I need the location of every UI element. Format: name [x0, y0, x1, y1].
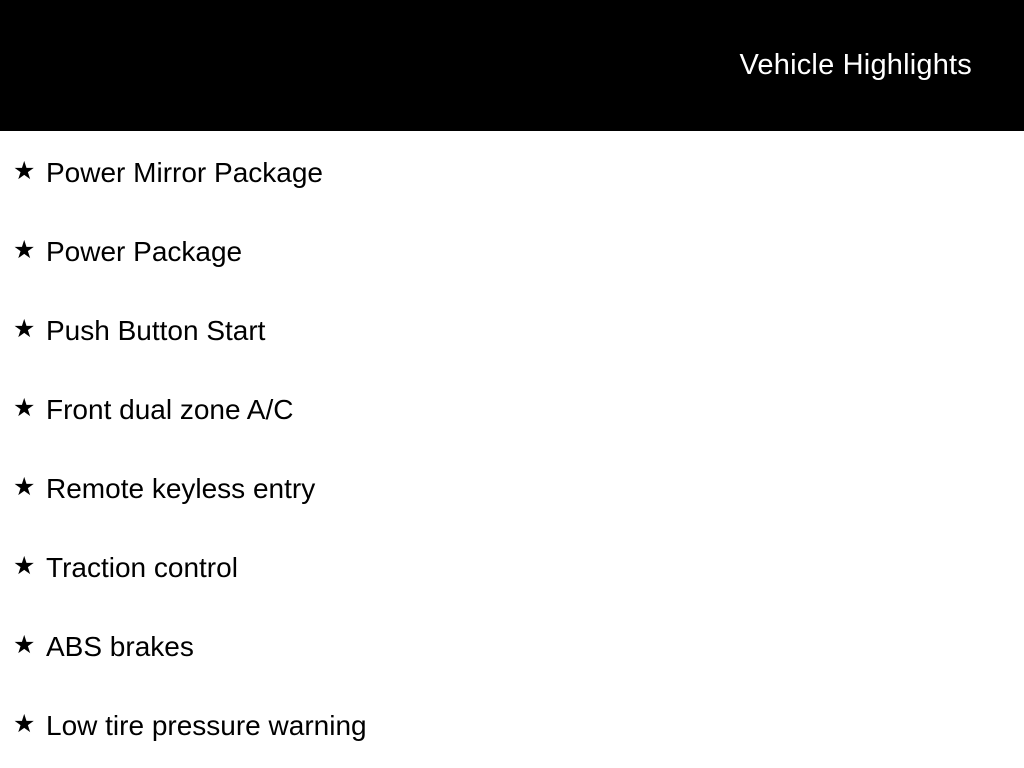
highlight-label: Power Mirror Package — [46, 156, 323, 188]
star-icon: ★ — [13, 710, 36, 738]
star-icon: ★ — [13, 473, 36, 501]
highlight-label: Traction control — [46, 551, 238, 583]
list-item — [13, 607, 1024, 686]
highlight-label: Push Button Start — [46, 314, 266, 346]
list-item — [13, 528, 1024, 607]
list-item — [13, 291, 1024, 370]
header-bar — [0, 0, 1024, 131]
page-title: Vehicle Highlights — [739, 49, 972, 81]
list-item — [13, 133, 1024, 212]
highlight-label: Power Package — [46, 235, 243, 267]
star-icon: ★ — [13, 315, 36, 343]
highlights-list — [0, 131, 1024, 765]
highlight-label: Remote keyless entry — [46, 472, 316, 504]
star-icon: ★ — [13, 552, 36, 580]
highlight-label: Front dual zone A/C — [46, 393, 294, 425]
highlight-label: ABS brakes — [46, 630, 194, 662]
highlight-label: Low tire pressure warning — [46, 709, 367, 741]
star-icon: ★ — [13, 631, 36, 659]
star-icon: ★ — [13, 157, 36, 185]
list-item — [13, 686, 1024, 765]
list-item — [13, 449, 1024, 528]
list-item — [13, 212, 1024, 291]
list-item — [13, 370, 1024, 449]
star-icon: ★ — [13, 236, 36, 264]
star-icon: ★ — [13, 394, 36, 422]
